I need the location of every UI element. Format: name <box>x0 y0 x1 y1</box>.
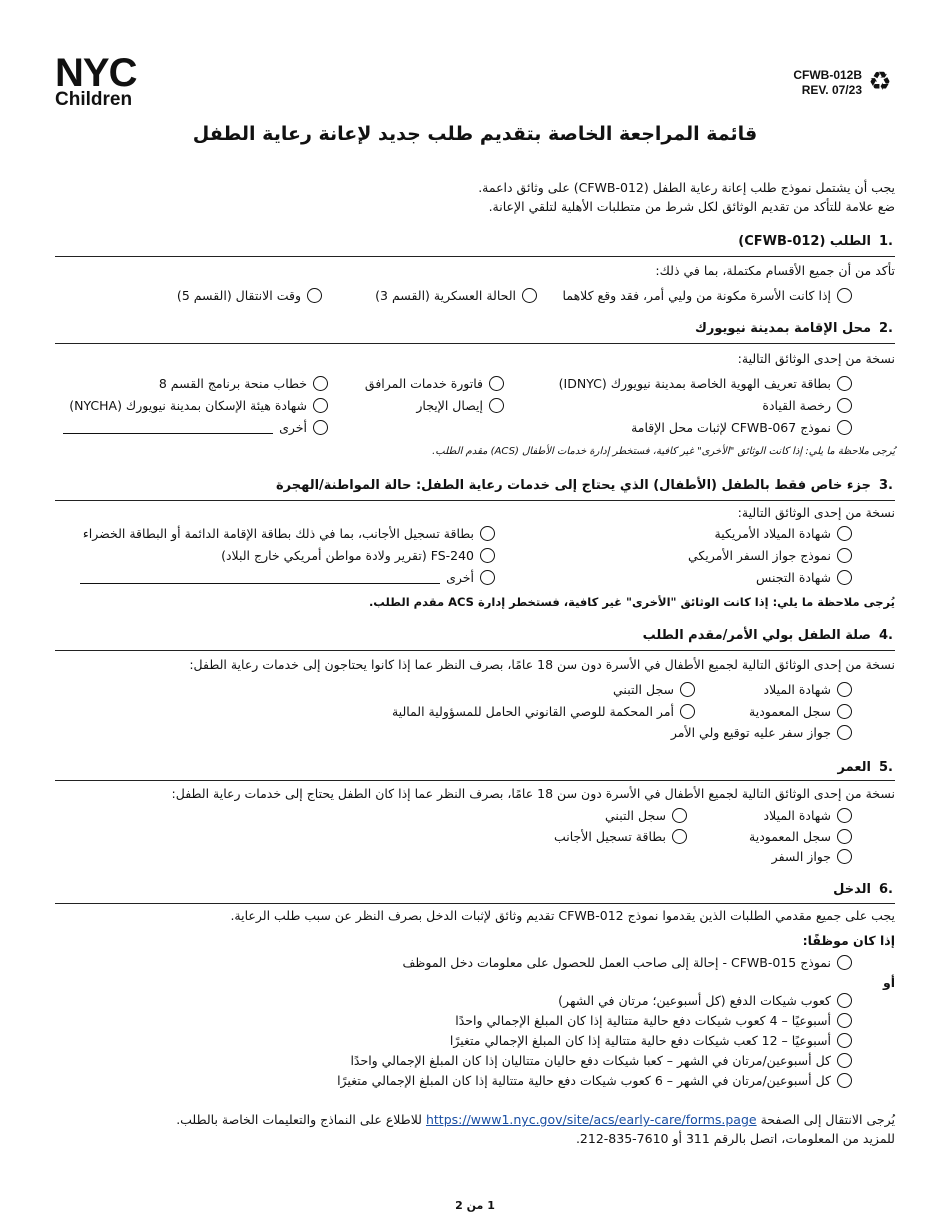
section-2-number: 2. <box>879 321 893 336</box>
section-3-lead: نسخة من إحدى الوثائق التالية: <box>737 505 895 520</box>
checkbox-fs-240[interactable]: FS-240 (تقرير ولادة مواطن أمريكي خارج البلاد) <box>221 548 495 563</box>
checkbox-other-residence[interactable]: أخرى <box>63 420 328 435</box>
checkbox-us-birth-certificate[interactable]: شهادة الميلاد الأمريكية <box>715 526 852 541</box>
radio-icon[interactable] <box>313 420 328 435</box>
section-3-title: جزء خاص فقط بالطفل (الأطفال) الذي يحتاج إلى خدمات رعاية الطفل: حالة المواطنة/الهجرة <box>276 478 871 493</box>
section-4-number: 4. <box>879 628 893 643</box>
section-6-rule <box>55 903 895 904</box>
section-4-header <box>55 628 895 643</box>
radio-icon[interactable] <box>837 548 852 563</box>
radio-icon[interactable] <box>837 955 852 970</box>
section-6-number: 6. <box>879 882 893 897</box>
checkbox-weekly-12[interactable]: أسبوعيًا – 12 كعب شيكات دفع حالية متتالية إذا كان المبلغ الإجمالي متغيرًا <box>450 1033 852 1048</box>
radio-icon[interactable] <box>837 682 852 697</box>
checkbox-weekly-4[interactable]: أسبوعيًا – 4 كعوب شيكات دفع حالية متتالية إذا كان المبلغ الإجمالي واحدًا <box>455 1013 852 1028</box>
section-5-lead: نسخة من إحدى الوثائق التالية لجميع الأطفال في الأسرة دون سن 18 عامًا، بصرف النظر عما إذا كان الطفل يحتاج إلى خدمات رعاية الطفل: <box>171 786 895 801</box>
section-1-header <box>55 234 895 249</box>
checkbox-alien-card-age[interactable]: بطاقة تسجيل الأجانب <box>554 829 687 844</box>
section-4-lead: نسخة من إحدى الوثائق التالية لجميع الأطفال في الأسرة دون سن 18 عامًا، بصرف النظر عما إذا كانوا يحتاجون إلى خدمات رعاية الطفل: <box>189 657 895 672</box>
other-residence-field[interactable] <box>63 422 273 434</box>
radio-icon[interactable] <box>680 704 695 719</box>
radio-icon[interactable] <box>837 849 852 864</box>
checkbox-passport-signed[interactable]: جواز سفر عليه توقيع ولي الأمر <box>671 725 852 740</box>
checkbox-birth-certificate-age[interactable]: شهادة الميلاد <box>764 808 852 823</box>
radio-icon[interactable] <box>837 704 852 719</box>
section-1-title: الطلب (CFWB-012) <box>738 234 871 249</box>
checkbox-drivers-license[interactable]: رخصة القيادة <box>762 398 852 413</box>
section-6-header <box>55 882 895 897</box>
intro-line-1: يجب أن يشتمل نموذج طلب إعانة رعاية الطفل (CFWB-012) على وثائق داعمة. <box>478 180 895 195</box>
checkbox-both-signed[interactable]: إذا كانت الأسرة مكونة من وليي أمر، فقد وقع كلاهما <box>563 288 852 303</box>
section-4-title: صلة الطفل بولي الأمر/مقدم الطلب <box>642 628 871 643</box>
radio-icon[interactable] <box>313 376 328 391</box>
checkbox-passport-age[interactable]: جواز السفر <box>772 849 852 864</box>
closing-prefix: يُرجى الانتقال إلى الصفحة <box>760 1112 895 1127</box>
radio-icon[interactable] <box>313 398 328 413</box>
form-id-block <box>793 68 862 98</box>
checkbox-pay-stubs[interactable]: كعوب شيكات الدفع (كل أسبوعين؛ مرتان في الشهر) <box>558 993 852 1008</box>
radio-icon[interactable] <box>672 808 687 823</box>
radio-icon[interactable] <box>480 526 495 541</box>
checkbox-cfwb-015[interactable]: نموذج CFWB-015 - إحالة إلى صاحب العمل للحصول على معلومات دخل الموظف <box>402 955 852 970</box>
section-2-lead: نسخة من إحدى الوثائق التالية: <box>737 351 895 366</box>
section-3-header <box>55 478 895 493</box>
page-title: قائمة المراجعة الخاصة بتقديم طلب جديد لإعانة رعاية الطفل <box>192 123 758 145</box>
logo-children-text: Children <box>55 89 133 110</box>
section-1-rule <box>55 256 895 257</box>
checkbox-rent-receipt[interactable]: إيصال الإيجار <box>416 398 504 413</box>
radio-icon[interactable] <box>522 288 537 303</box>
recycle-icon: ♻ <box>868 67 892 97</box>
section-2-rule <box>55 343 895 344</box>
section-2-note: يُرجى ملاحظة ما يلي: إذا كانت الوثائق "الأخرى" غير كافية، فستخطر إدارة خدمات الأطفال (ACS) مقدم الطلب. <box>432 446 895 457</box>
section-5-header <box>55 760 895 775</box>
checkbox-adoption-record-age[interactable]: سجل التبني <box>605 808 687 823</box>
radio-icon[interactable] <box>672 829 687 844</box>
form-revision: REV. 07/23 <box>801 83 862 97</box>
checkbox-utility-bill[interactable]: فاتورة خدمات المرافق <box>365 376 504 391</box>
radio-icon[interactable] <box>489 398 504 413</box>
radio-icon[interactable] <box>837 725 852 740</box>
radio-icon[interactable] <box>680 682 695 697</box>
checkbox-baptism-record-age[interactable]: سجل المعمودية <box>749 829 852 844</box>
section-4-rule <box>55 650 895 651</box>
section-5-rule <box>55 780 895 781</box>
checkbox-adoption-record-rel[interactable]: سجل التبني <box>613 682 695 697</box>
radio-icon[interactable] <box>837 420 852 435</box>
radio-icon[interactable] <box>480 548 495 563</box>
section-5-title: العمر <box>837 760 871 775</box>
section-6-title: الدخل <box>833 882 871 897</box>
checkbox-cfwb-067[interactable]: نموذج CFWB-067 لإثبات محل الإقامة <box>631 420 852 435</box>
checkbox-military-status[interactable]: الحالة العسكرية (القسم 3) <box>375 288 537 303</box>
checkbox-court-order[interactable]: أمر المحكمة للوصي القانوني الحامل للمسؤولية المالية <box>392 704 695 719</box>
or-label: أو <box>882 975 895 990</box>
radio-icon[interactable] <box>307 288 322 303</box>
section-5-number: 5. <box>879 760 893 775</box>
radio-icon[interactable] <box>837 1073 852 1088</box>
radio-icon[interactable] <box>489 376 504 391</box>
checkbox-naturalization[interactable]: شهادة التجنس <box>756 570 852 585</box>
checkbox-us-passport[interactable]: نموذج جواز السفر الأمريكي <box>688 548 852 563</box>
radio-icon[interactable] <box>480 570 495 585</box>
radio-icon[interactable] <box>837 526 852 541</box>
radio-icon[interactable] <box>837 288 852 303</box>
closing-links <box>55 1112 895 1127</box>
employed-label: إذا كان موظفًا: <box>802 933 895 948</box>
section-2-header <box>55 321 895 336</box>
radio-icon[interactable] <box>837 829 852 844</box>
checkbox-alien-registration[interactable]: بطاقة تسجيل الأجانب، بما في ذلك بطاقة الإقامة الدائمة أو البطاقة الخضراء <box>83 526 495 541</box>
intro-line-2: ضع علامة للتأكد من تقديم الوثائق لكل شرط من متطلبات الأهلية لتلقي الإعانة. <box>488 199 895 214</box>
radio-icon[interactable] <box>837 1033 852 1048</box>
radio-icon[interactable] <box>837 1013 852 1028</box>
checkbox-biweekly-2[interactable]: كل أسبوعين/مرتان في الشهر – كعبا شيكات دفع حاليان متتاليان إذا كان المبلغ الإجمالي واحدًا <box>350 1053 852 1068</box>
section-3-number: 3. <box>879 478 893 493</box>
intro <box>55 178 895 216</box>
closing-suffix: للاطلاع على النماذج والتعليمات الخاصة بالطلب. <box>176 1112 422 1127</box>
checkbox-section8-letter[interactable]: خطاب منحة برنامج القسم 8 <box>159 376 328 391</box>
nyc-children-logo <box>55 51 155 110</box>
radio-icon[interactable] <box>837 1053 852 1068</box>
radio-icon[interactable] <box>837 570 852 585</box>
section-3-rule <box>55 500 895 501</box>
checkbox-biweekly-6[interactable]: كل أسبوعين/مرتان في الشهر – 6 كعوب شيكات دفع حالية متتالية إذا كان المبلغ الإجمالي متغيرًا <box>337 1073 852 1088</box>
checkbox-baptism-record-rel[interactable]: سجل المعمودية <box>749 704 852 719</box>
radio-icon[interactable] <box>837 398 852 413</box>
checkbox-idnyc[interactable]: بطاقة تعريف الهوية الخاصة بمدينة نيويورك (IDNYC) <box>559 376 852 391</box>
radio-icon[interactable] <box>837 993 852 1008</box>
section-1-lead: تأكد من أن جميع الأقسام مكتملة، بما في ذلك: <box>655 263 895 278</box>
form-code: CFWB-012B <box>793 68 862 82</box>
radio-icon[interactable] <box>837 808 852 823</box>
radio-icon[interactable] <box>837 376 852 391</box>
logo-nyc-text: NYC <box>55 51 137 95</box>
forms-page-link[interactable]: https://www1.nyc.gov/site/acs/early-care/forms.page <box>425 1112 757 1127</box>
section-1-number: 1. <box>879 234 893 249</box>
checkbox-transition-time[interactable]: وقت الانتقال (القسم 5) <box>177 288 322 303</box>
other-citizenship-field[interactable] <box>80 572 440 584</box>
section-2-title: محل الإقامة بمدينة نيويورك <box>694 321 871 336</box>
checkbox-nycha[interactable]: شهادة هيئة الإسكان بمدينة نيويورك (NYCHA) <box>69 398 328 413</box>
checkbox-birth-certificate-rel[interactable]: شهادة الميلاد <box>764 682 852 697</box>
section-3-note: يُرجى ملاحظة ما يلي: إذا كانت الوثائق "الأخرى" غير كافية، فستخطر إدارة ACS مقدم الطلب. <box>368 595 895 609</box>
page-number: 1 من 2 <box>455 1199 495 1212</box>
checkbox-other-citizenship[interactable]: أخرى <box>80 570 495 585</box>
section-6-lead: يجب على جميع مقدمي الطلبات الذين يقدموا نموذج CFWB-012 تقديم وثائق لإثبات الدخل بصرف النظر عن سبب طلب الرعاية. <box>230 908 895 923</box>
closing-contact: للمزيد من المعلومات، اتصل بالرقم 311 أو 7610-835-212. <box>575 1131 895 1146</box>
